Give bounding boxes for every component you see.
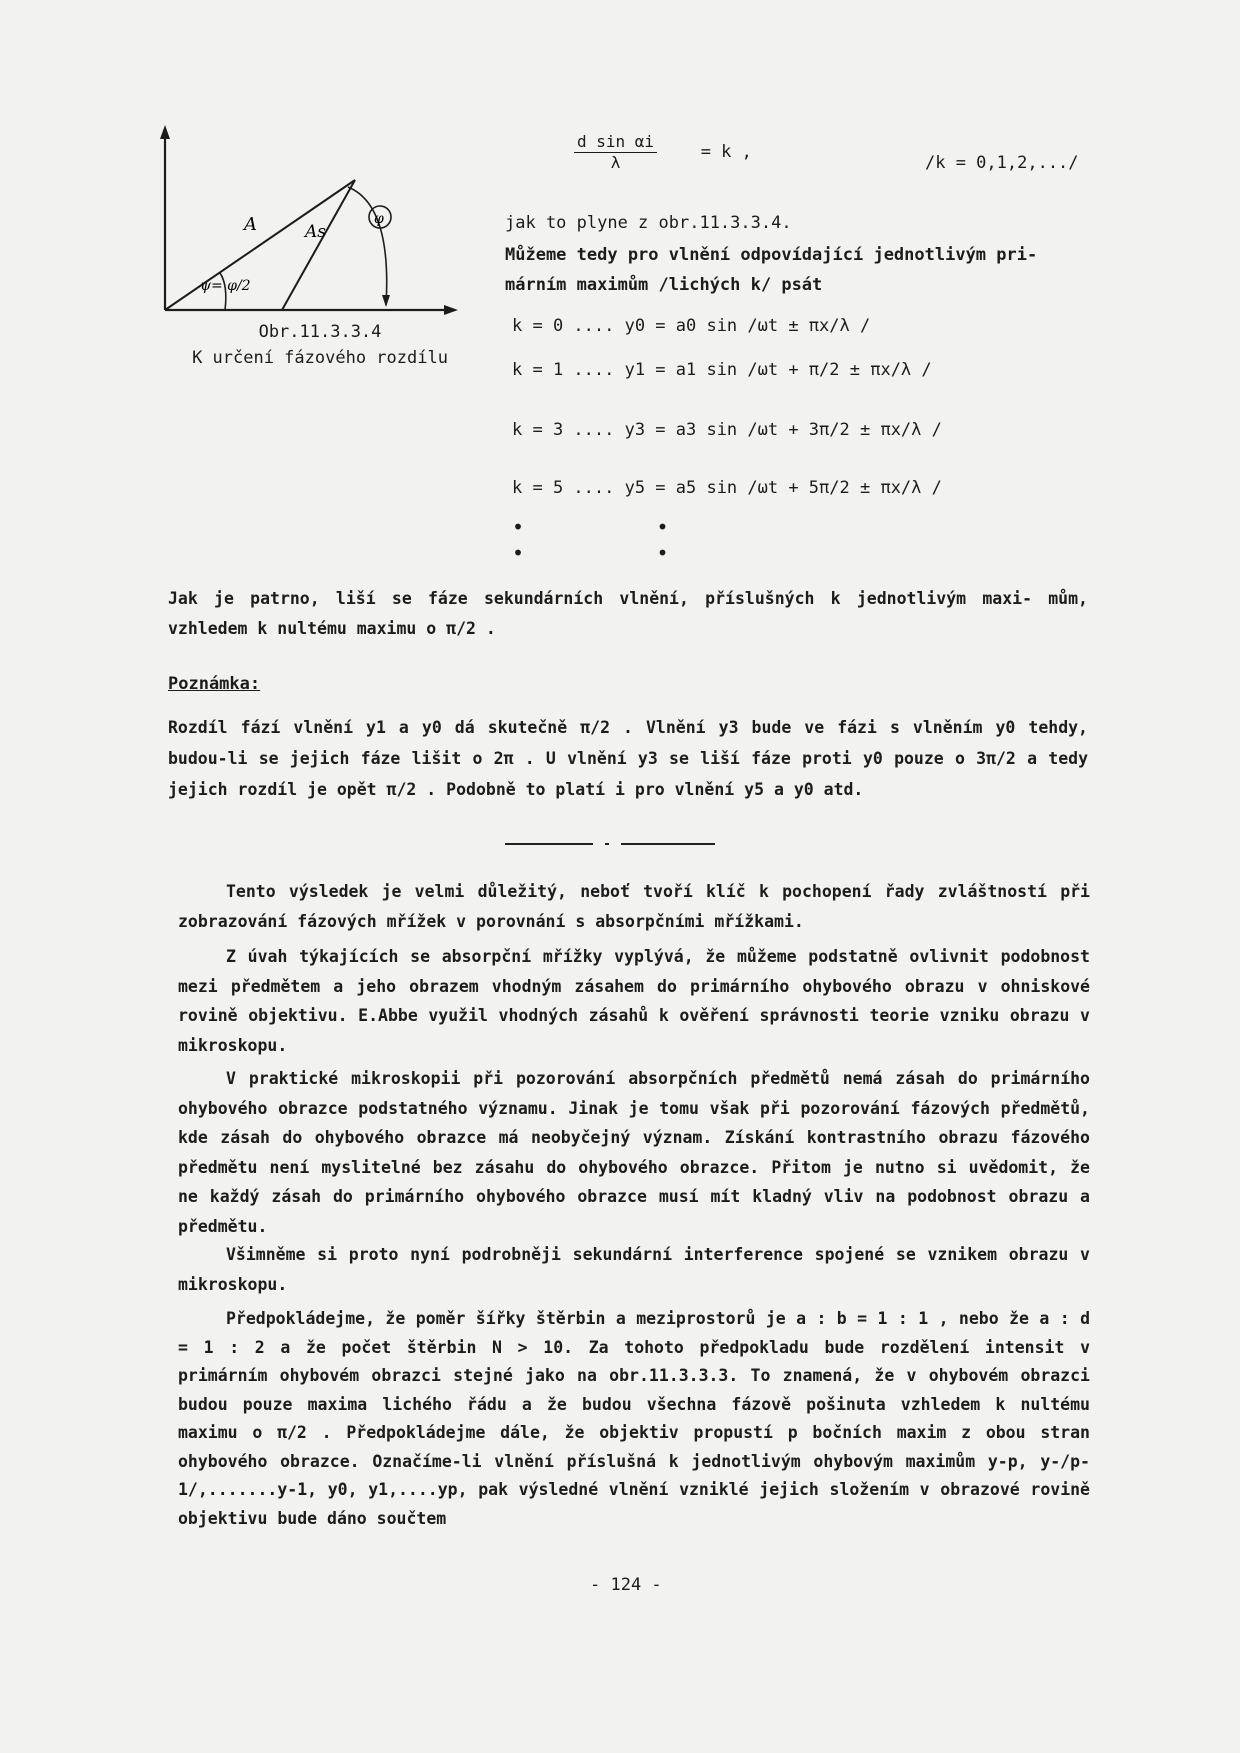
note-text: Rozdíl fází vlnění y1 a y0 dá skutečně π/2 . Vlnění y3 bude ve fázi s vlněním y0 tehdy, budou-li se jejich fáze lišit o 2π . U vlnění y3 se liší fáze proti y0 pouze o 3π/2 a tedy jejich rozdíl je opět π/2 . Podobně to platí i pro vlnění y5 a y0 atd. (168, 718, 1088, 799)
equation-k1: k = 1 .... y1 = a1 sin /ωt + π/2 ± πx/λ / (512, 360, 932, 380)
figure-caption-number: Obr.11.3.3.4 (258, 322, 382, 342)
figure-caption-text: K určení fázového rozdílu (192, 348, 448, 368)
formula-top (570, 132, 752, 173)
formula-condition: /k = 0,1,2,.../ (925, 153, 1079, 173)
page-number: - 124 - (590, 1575, 662, 1595)
intro-line-3: márním maximům /lichých k/ psát (505, 275, 823, 295)
label-psi: ψ= φ/2 (200, 278, 251, 294)
intro-line-2: Můžeme tedy pro vlnění odpovídající jednotlivým pri- (505, 245, 1038, 265)
paragraph-2: Z úvah týkajících se absorpční mřížky vyplývá, že můžeme podstatně ovlivnit podobnost mezi předmětem a jeho obrazem vhodným zásahem do primárního ohybového obrazu v ohniskové rovině objektivu. E.Abbe využil vhodných zásahů k ověření správnosti teorie vzniku obrazu v mikroskopu. (178, 947, 1090, 1055)
formula-equals: = k , (700, 142, 752, 162)
phasor-diagram (150, 125, 470, 320)
ellipsis-dots-1: • • (512, 515, 669, 539)
paragraph-1: Tento výsledek je velmi důležitý, neboť tvoří klíč k pochopení řady zvláštností při zobrazování fázových mřížek v porovnání s absorpčními mřížkami. (178, 882, 1090, 931)
formula-denominator: λ (610, 153, 621, 172)
equation-k5: k = 5 .... y5 = a5 sin /ωt + 5π/2 ± πx/λ / (512, 478, 942, 498)
paragraph-3: V praktické mikroskopii při pozorování absorpčních předmětů nemá zásah do primárního ohybového obrazce podstatného významu. Jinak je tomu však při pozorování fázových předmětů, kde zásah do ohybového obrazce má neobyčejný význam. Získání kontrastního obrazu fázového předmětu není myslitelné bez zásahu do ohybového obrazce. Přitom je nutno si uvědomit, že ne každý zásah do primárního ohybového obrazce musí mít kladný vliv na podobnost obrazu a předmětu. (178, 1069, 1090, 1236)
formula-fraction (574, 132, 657, 173)
section-divider (505, 843, 715, 845)
label-a: A (244, 214, 257, 235)
equation-k3: k = 3 .... y3 = a3 sin /ωt + 3π/2 ± πx/λ / (512, 420, 942, 440)
paragraph-5: Předpokládejme, že poměr šířky štěrbin a meziprostorů je a : b = 1 : 1 , nebo že a : d = 1 : 2 a že počet štěrbin N > 10. Za tohoto předpokladu bude rozdělení intensit v primárním ohybovém obrazci stejné jako na obr.11.3.3.3. To znamená, že v ohybovém obrazci budou pouze maxima lichého řádu a že budou všechna fázově pošinuta vzhledem k nultému maximu o π/2 . Předpokládejme dále, že objektiv propustí p bočních maxim z obou stran ohybového obrazce. Označíme-li vlnění příslušná k jednotlivým ohybovým maximům y-p, y-/p-1/,.......y-1, y0, y1,....yp, pak výsledné vlnění vzniklé jejich složením v obrazové rovině objektivu bude dáno součtem (178, 1309, 1090, 1528)
phase-paragraph: Jak je patrno, liší se fáze sekundárních vlnění, příslušných k jednotlivým maxi- mům, vzhledem k nultému maximu o π/2 . (168, 589, 1088, 638)
formula-numerator: d sin αi (574, 132, 657, 153)
label-as: As (305, 222, 327, 242)
label-phi: φ (374, 211, 384, 227)
ellipsis-dots-2: • • (512, 541, 669, 565)
paragraph-4: Všimněme si proto nyní podrobněji sekundární interference spojené se vznikem obrazu v mikroskopu. (178, 1245, 1090, 1294)
note-title: Poznámka: (168, 674, 261, 694)
equation-k0: k = 0 .... y0 = a0 sin /ωt ± πx/λ / (512, 316, 871, 336)
intro-line-1: jak to plyne z obr.11.3.3.4. (505, 213, 792, 233)
phase-diagram (150, 125, 470, 320)
